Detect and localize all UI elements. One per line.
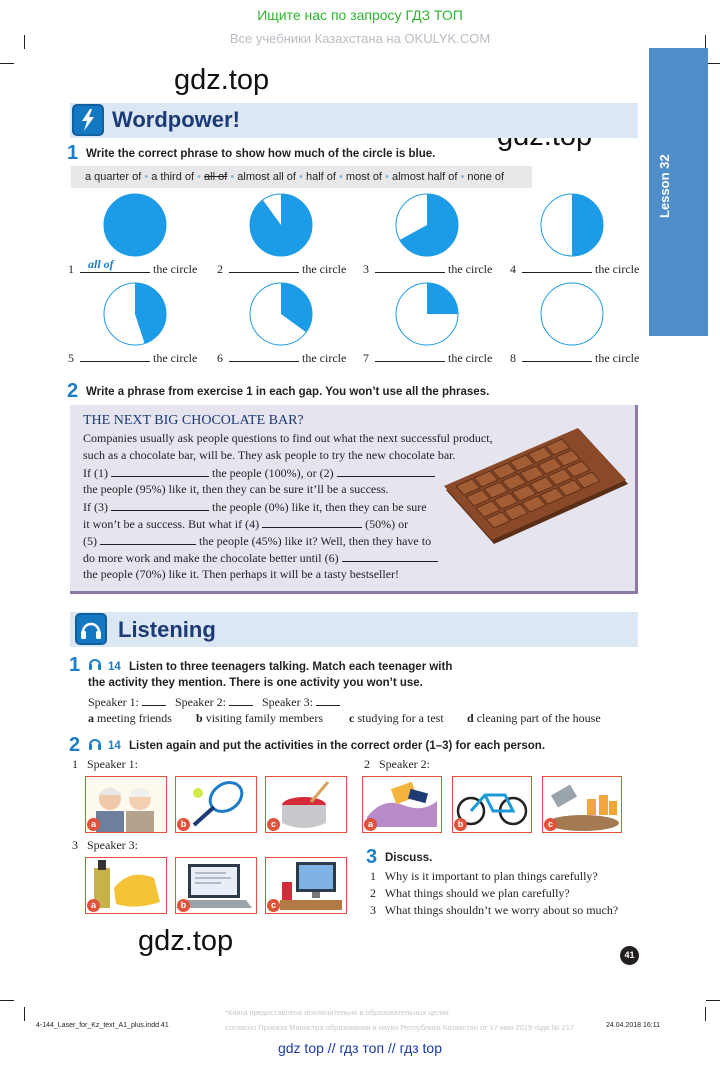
question-text: Why is it important to plan things carefully? [384,869,598,883]
pie-circle [249,193,313,257]
text: (5) [83,534,97,548]
reading-line [83,499,427,515]
text: do more work and make the chocolate better until (6) [83,551,339,565]
activity-text: cleaning part of the house [476,711,601,725]
audio-headphones-icon[interactable] [87,656,103,676]
group-speaker: Speaker 3: [87,838,138,852]
exercise-instruction: Listen to three teenagers talking. Match each teenager with [129,661,453,673]
reading-line: Companies usually ask people questions to find out what the next successful product, [83,431,493,445]
item-number: 8 [510,351,516,365]
pie-circle [395,193,459,257]
picture-label-b: b [177,899,190,912]
item-number: 7 [363,351,369,365]
phrase: none of [467,171,505,183]
phrase-box [71,166,532,188]
reading-line: such as a chocolate bar, will be. They ask people to try the new chocolate bar. [83,448,456,462]
item-number: 5 [68,351,74,365]
wordpower-title: Wordpower! [112,107,240,132]
picture-label-c: c [544,818,557,831]
circle-suffix: the circle [595,262,640,276]
circle-fill [250,194,312,256]
question-number: 3 [370,903,376,917]
phrase: almost half of [391,171,458,183]
text: it won’t be a success. But what if (4) [83,517,260,531]
answer-blank[interactable] [80,257,150,273]
gap-2[interactable] [337,465,435,477]
circle-fill [427,283,458,314]
footer-notice: согласно Приказа Министра образования и науки Республики Казахстан от 17 мая 2019 года № 217 [225,1023,575,1032]
pie-circle [540,193,604,257]
crop-mark [705,35,706,49]
speaker-label: Speaker 1: [88,695,139,709]
crop-mark [705,1007,706,1021]
picture-label-c: c [267,818,280,831]
exercise-instruction: Listen again and put the activities in the correct order (1–3) for each person. [129,740,546,752]
bullet: • [299,171,303,183]
item-number: 1 [68,262,74,276]
banner-site-hint: Все учебники Казахстана на OKULYK.COM [229,31,491,46]
phrase: most of [345,171,382,183]
watermark: gdz.top [138,925,234,957]
activity-a [88,711,172,726]
gap-4[interactable] [262,516,362,528]
answer-blank[interactable] [522,350,592,362]
activity-letter: b [196,711,203,725]
phrase-crossed-out: all of [204,171,228,183]
lightning-icon [72,104,104,136]
circle-outline [541,283,603,345]
text: the people (45%) like it? Well, then they have to [199,534,432,548]
question-text: What things should we plan carefully? [384,886,570,900]
circle-item-8 [510,350,639,366]
bullet: • [144,171,149,183]
exercise-number: 2 [69,734,81,756]
text: the people (100%), or (2) [211,466,334,480]
answer-blank[interactable] [142,694,166,706]
exercise-number: 1 [67,142,79,164]
bullet: • [385,171,389,183]
reading-line [83,550,438,566]
phrase: a quarter of [85,171,142,183]
phrase: almost all of [237,171,296,183]
exercise-instruction: Write a phrase from exercise 1 in each gap. You won’t use all the phrases. [86,386,490,398]
circle-item-6 [217,350,346,366]
page-number: 41 [620,946,639,965]
picture-label-a: a [87,818,100,831]
activity-text: meeting friends [97,711,172,725]
reading-line [83,516,408,532]
chocolate-bar-image [442,428,632,546]
crop-mark [708,63,720,64]
crop-mark [24,1007,25,1021]
gap-5[interactable] [100,533,196,545]
picture-label-c: c [267,899,280,912]
circle-suffix: the circle [302,351,347,365]
example-answer: all of [88,257,114,271]
item-number: 4 [510,262,516,276]
circle-suffix: the circle [153,262,198,276]
item-number: 3 [363,262,369,276]
text: (50%) or [365,517,409,531]
bullet: • [339,171,343,183]
footer-filename: 4-144_Laser_for_Kz_text_A1_plus.indd 41 [36,1022,169,1029]
watermark: gdz.top [174,64,270,96]
circle-item-3 [363,261,492,277]
exercise-number: 3 [366,846,378,868]
answer-blank[interactable] [522,261,592,273]
circle-fill [104,194,166,256]
pie-circle [103,193,167,257]
group-number: 3 [72,838,78,852]
footer-notice: *Книга предоставлена исключительно в образовательных целях [225,1008,449,1017]
lesson-tab [649,48,708,336]
group-speaker: Speaker 2: [379,757,430,771]
pie-circle [103,282,167,346]
footer-links[interactable]: gdz top // гдз топ // гдз top [277,1040,443,1056]
reading-line [83,533,431,549]
answer-blank[interactable] [229,261,299,273]
track-number: 14 [108,740,121,752]
answer-blank[interactable] [375,261,445,273]
activity-d [467,711,601,726]
activity-text: studying for a test [357,711,444,725]
exercise-number: 1 [69,654,81,676]
listening-title: Listening [118,617,216,642]
answer-blank[interactable] [375,350,445,362]
crop-mark [0,1000,14,1001]
question-number: 2 [370,886,376,900]
gap-1[interactable] [111,465,209,477]
circle-suffix: the circle [153,351,198,365]
crop-mark [0,63,14,64]
pie-circle [540,282,604,346]
answer-blank[interactable] [229,694,253,706]
speaker-label: Speaker 2: [174,695,226,709]
circle-item-1 [68,257,198,277]
activity-text: visiting family members [205,711,324,725]
discuss-question [370,869,598,884]
banner-search-hint: Ищите нас по запросу ГДЗ ТОП [257,7,463,23]
picture-label-a: a [364,818,377,831]
answer-blank[interactable] [80,350,150,362]
footer-date: 24.04.2018 16:11 [606,1022,660,1029]
activity-letter: d [467,711,474,725]
group-label-2 [364,757,430,772]
exercise-instruction: the activity they mention. There is one activity you won’t use. [88,677,423,689]
item-number: 2 [217,262,223,276]
circle-item-5 [68,350,197,366]
group-label-3 [72,838,138,853]
picture-label-a: a [87,899,100,912]
crop-mark [24,35,25,49]
bullet: • [230,171,235,183]
speaker-label: Speaker 3: [261,695,313,709]
speaker-row [88,694,340,710]
headphones-icon [75,613,107,645]
reading-line: the people (70%) like it. Then perhaps it will be a tasty bestseller! [83,567,400,581]
reading-title: THE NEXT BIG CHOCOLATE BAR? [83,413,304,428]
exercise-instruction: Write the correct phrase to show how much of the circle is blue. [86,148,436,160]
gap-3[interactable] [111,499,209,511]
group-number: 1 [72,757,78,771]
activity-c [349,711,444,726]
picture-label-b: b [177,818,190,831]
answer-blank[interactable] [316,694,340,706]
exercise-title: Discuss. [385,852,433,864]
question-number: 1 [370,869,376,883]
picture-label-b: b [454,818,467,831]
text: If (3) [83,500,108,514]
circle-suffix: the circle [448,351,493,365]
answer-blank[interactable] [229,350,299,362]
exercise-number: 2 [67,380,79,402]
circle-item-4 [510,261,639,277]
group-number: 2 [364,757,370,771]
phrase: half of [305,171,336,183]
audio-headphones-icon[interactable] [87,736,103,756]
group-speaker: Speaker 1: [87,757,138,771]
group-label-1 [72,757,138,772]
activity-letter: c [349,711,355,725]
track-number: 14 [108,661,121,673]
pie-circle [395,282,459,346]
bullet: • [197,171,201,183]
circle-fill [572,194,603,256]
reading-line [83,465,435,481]
circle-item-2 [217,261,346,277]
discuss-question [370,903,618,918]
gap-6[interactable] [342,550,438,562]
reading-line: the people (95%) like it, then they can be sure it’ll be a success. [83,482,389,496]
discuss-question [370,886,570,901]
item-number: 6 [217,351,223,365]
crop-mark [706,1000,720,1001]
activity-b [196,711,323,726]
question-text: What things shouldn’t we worry about so much? [384,903,619,917]
activity-letter: a [88,711,94,725]
text: If (1) [83,466,108,480]
text: the people (0%) like it, then they can be sure [211,500,427,514]
circle-suffix: the circle [448,262,493,276]
bullet: • [460,171,465,183]
circle-item-7 [363,350,492,366]
lesson-tab-label: Lesson 32 [657,154,672,218]
circle-suffix: the circle [595,351,640,365]
pie-circle [249,282,313,346]
circle-suffix: the circle [302,262,347,276]
phrase: a third of [151,171,195,183]
